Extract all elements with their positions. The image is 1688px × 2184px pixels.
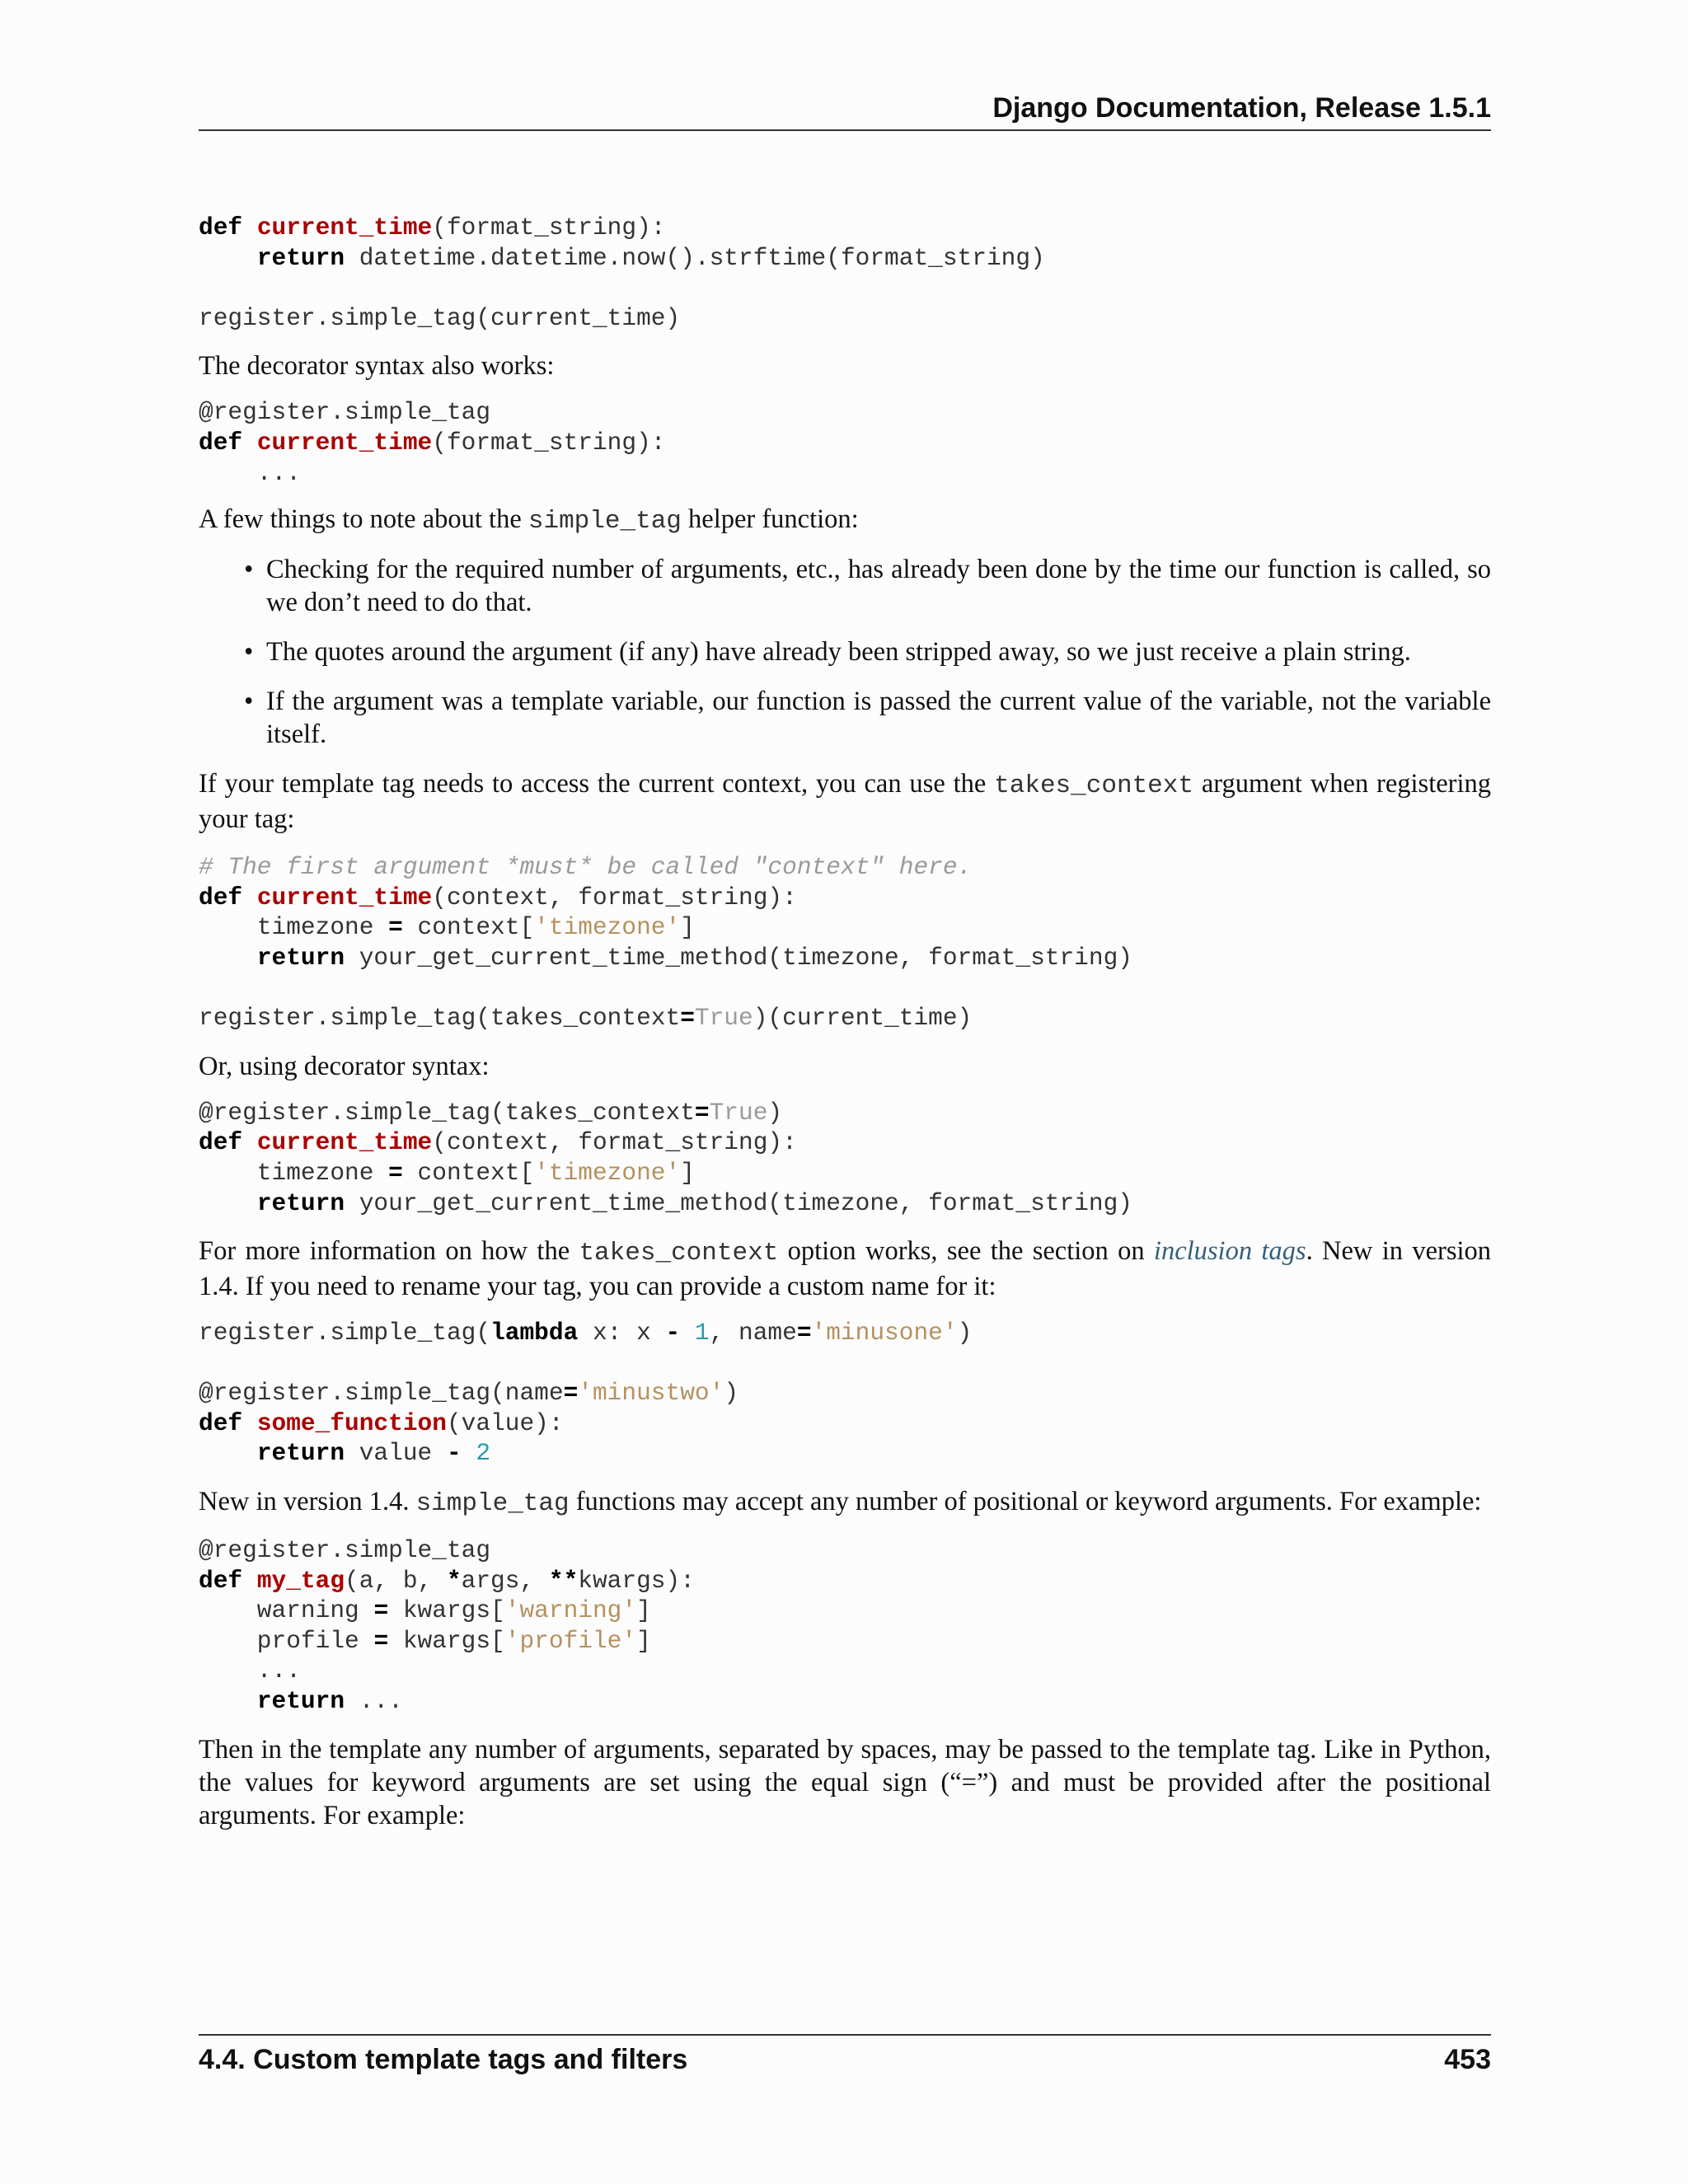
paragraph-new-in-version <box>199 1485 1491 1521</box>
text-run: option works, see the section on <box>778 1236 1154 1267</box>
section-title: 4.4. Custom template tags and filters <box>199 2044 688 2075</box>
paragraph-or-decorator: Or, using decorator syntax: <box>199 1051 490 1081</box>
paragraph-things-to-note <box>199 503 1491 538</box>
text-run: New in version 1.4. <box>199 1487 416 1517</box>
paragraph-takes-context <box>199 767 1491 836</box>
running-title: Django Documentation, Release 1.5.1 <box>992 92 1491 124</box>
text-run: A few things to note about the <box>199 504 528 535</box>
text-run: If your template tag needs to access the current context, you can use the <box>199 769 995 799</box>
page-content <box>199 213 1491 1832</box>
list-item: • The quotes around the argument (if any) have already been stripped away, so we just receive a plain string. <box>199 635 1491 668</box>
inclusion-tags-link[interactable]: inclusion tags <box>1153 1236 1306 1267</box>
text-run: argument when registering your tag: <box>199 769 1492 835</box>
paragraph-more-information <box>199 1235 1491 1303</box>
list-item: • Checking for the required number of arguments, etc., has already been done by the time our function is called, so we don’t need to do that. <box>199 553 1491 619</box>
text-run: For more information on how the <box>199 1236 579 1267</box>
text-run: . New in version 1.4. If you need to rename your tag, you can provide a custom name for it: <box>199 1236 1491 1302</box>
paragraph-template-arguments: Then in the template any number of arguments, separated by spaces, may be passed to the template tag. Like in Python, the values for keyword arguments are set using the equal sign (“=”) and must be provided after the positional arguments. For example: <box>199 1734 1491 1830</box>
page-number: 453 <box>1444 2044 1491 2075</box>
inline-code: takes_context <box>579 1239 779 1268</box>
paragraph-decorator-syntax: The decorator syntax also works: <box>199 351 555 382</box>
inline-code: takes_context <box>994 771 1193 801</box>
text-run: functions may accept any number of positional or keyword arguments. For example: <box>569 1487 1482 1517</box>
page-footer <box>199 2034 1491 2076</box>
list-item: • If the argument was a template variable, our function is passed the current value of the variable, not the variable itself. <box>199 685 1491 751</box>
code-block-2: @register.simple_tag def current_time(format_string): ... <box>199 398 666 487</box>
text-run: helper function: <box>681 504 859 535</box>
code-block-6: @register.simple_tag def my_tag(a, b, *args, **kwargs): warning = kwargs['warning'] profile = kwargs['profile'] ... return ... <box>199 1536 695 1716</box>
code-block-1: def current_time(format_string): return datetime.datetime.now().strftime(format_string) register.simple_tag(current_time) <box>199 213 1045 332</box>
note-list <box>199 553 1491 751</box>
code-block-4: @register.simple_tag(takes_context=True) def current_time(context, format_string): timezone = context['timezone'] return your_get_current_time_method(timezone, format_string) <box>199 1098 1132 1217</box>
page-header <box>199 92 1491 131</box>
inline-code: simple_tag <box>415 1489 570 1519</box>
code-block-5: register.simple_tag(lambda x: x - 1, name='minusone') @register.simple_tag(name='minustwo') def some_function(value): return value - 2 <box>199 1319 973 1468</box>
inline-code: simple_tag <box>528 507 682 537</box>
code-block-3: # The first argument *must* be called "context" here. def current_time(context, format_string): timezone = context['timezone'] return your_get_current_time_method(timezone, format_string) register.simple_tag(takes_context=True)(current_time) <box>199 853 1132 1033</box>
